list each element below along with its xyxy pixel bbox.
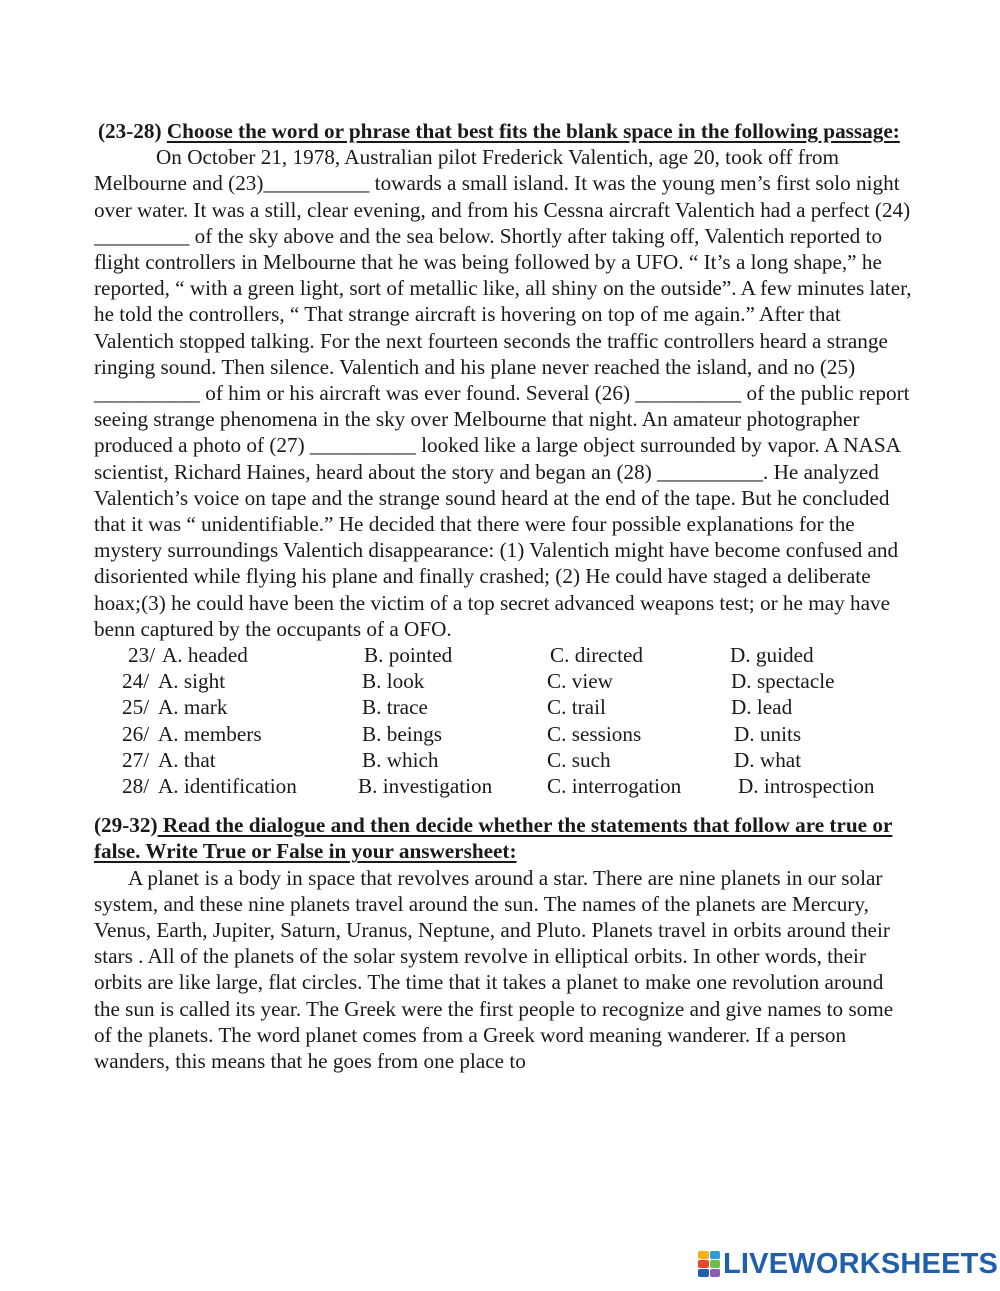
option-a: A. identification [158, 774, 297, 798]
option-b: B. which [362, 747, 439, 772]
question-row-27 [94, 747, 914, 773]
option-b: B. trace [362, 695, 428, 720]
section1-number: (23-28) [98, 119, 162, 143]
option-b: B. beings [362, 721, 443, 746]
option-a: A. mark [158, 695, 228, 720]
section1-passage-block [94, 144, 914, 642]
question-number: 25/ [122, 695, 150, 720]
worksheet-page [94, 118, 914, 1074]
section2-number: (29-32) [94, 813, 158, 838]
option-d: D. lead [731, 695, 793, 720]
answer-options [94, 642, 914, 799]
question-row-23 [94, 642, 914, 668]
logo-text: LIVEWORKSHEETS [723, 1247, 999, 1280]
section2-passage-block [94, 865, 914, 1075]
question-number: 28/ [122, 774, 150, 798]
option-d: D. introspection [738, 774, 875, 798]
section1-passage: On October 21, 1978, Australian pilot Frederick Valentich, age 20, took off from Melbourne and (23)__________ towards a small island. It was the young men’s first solo night over water. It was a still, clear evening, and from his Cessna aircraft Valentich had a perfect (24) _________ of the sky above and the sea below. Shortly after taking off, Valentich reported to flight controllers in Melbourne that he was being followed by a UFO. “ It’s a long shape,” he reported, “ with a green light, sort of metallic like, all shiny on the outside”. A few minutes later, he told the controllers, “ That strange aircraft is hovering on top of me again.” After that Valentich stopped talking. For the next fourteen seconds the traffic controllers heard a strange ringing sound. Then silence. Valentich and his plane never reached the island, and no (25) __________ of him or his aircraft was ever found. Several (26) __________ of the public report seeing strange phenomena in the sky over Melbourne that night. An amateur photographer produced a photo of (27) __________ looked like a large object surrounded by vapor. A NASA scientist, Richard Haines, heard about the story and began an (28) __________. He analyzed Valentich’s voice on tape and the strange sound heard at the end of the tape. But he concluded that it was “ unidentifiable.” He decided that there were four possible explanations for the mystery surroundings Valentich disappearance: (1) Valentich might have become confused and disoriented while flying his plane and finally crashed; (2) He could have staged a deliberate hoax;(3) he could have been the victim of a top secret advanced weapons test; or he may have benn captured by the occupants of a OFO. [94, 145, 912, 641]
option-a: A. members [158, 721, 262, 746]
section2-passage: A planet is a body in space that revolves around a star. There are nine planets in our solar system, and these nine planets travel around the sun. The names of the planets are Mercury, Venus, Earth, Jupiter, Saturn, Uranus, Neptune, and Pluto. Planets travel in orbits around their stars . All of the planets of the solar system revolve in elliptical orbits. In other words, their orbits are like large, flat circles. The time that it takes a planet to make one revolution around the sun is called its year. The Greek were the first people to recognize and give names to some of the planets. The word planet comes from a Greek word meaning wanderer. If a person wanders, this means that he goes from one place to [94, 865, 894, 1074]
option-a: A. that [158, 747, 216, 772]
option-c: C. such [547, 747, 611, 772]
option-a: A. headed [162, 643, 248, 668]
option-b: B. pointed [364, 643, 453, 668]
option-c: C. view [547, 669, 613, 694]
option-a: A. sight [158, 669, 226, 694]
option-c: C. interrogation [547, 774, 682, 798]
liveworksheets-logo [698, 1249, 998, 1279]
option-c: C. sessions [547, 721, 642, 746]
option-d: D. spectacle [731, 669, 835, 694]
question-row-25 [94, 694, 914, 720]
option-b: B. investigation [358, 774, 493, 798]
question-row-24 [94, 668, 914, 694]
section2-title: Read the dialogue and then decide whether the statements that follow are true or false. Write True or False in your answersheet: [94, 813, 893, 864]
section1-heading [94, 118, 914, 144]
option-d: D. what [734, 747, 802, 772]
option-c: C. directed [550, 643, 643, 668]
section1-title: Choose the word or phrase that best fits the blank space in the following passage: [166, 119, 900, 143]
question-number: 24/ [122, 669, 150, 694]
section2 [94, 812, 914, 1074]
option-c: C. trail [547, 695, 606, 720]
option-d: D. guided [730, 643, 814, 668]
section2-heading [94, 812, 914, 864]
liveworksheets-logo-icon [698, 1251, 720, 1277]
question-number: 27/ [122, 747, 150, 772]
question-number: 26/ [122, 721, 150, 746]
option-d: D. units [734, 721, 802, 746]
question-number: 23/ [128, 643, 156, 668]
option-b: B. look [362, 669, 425, 694]
question-row-28 [94, 773, 914, 799]
question-row-26 [94, 721, 914, 747]
